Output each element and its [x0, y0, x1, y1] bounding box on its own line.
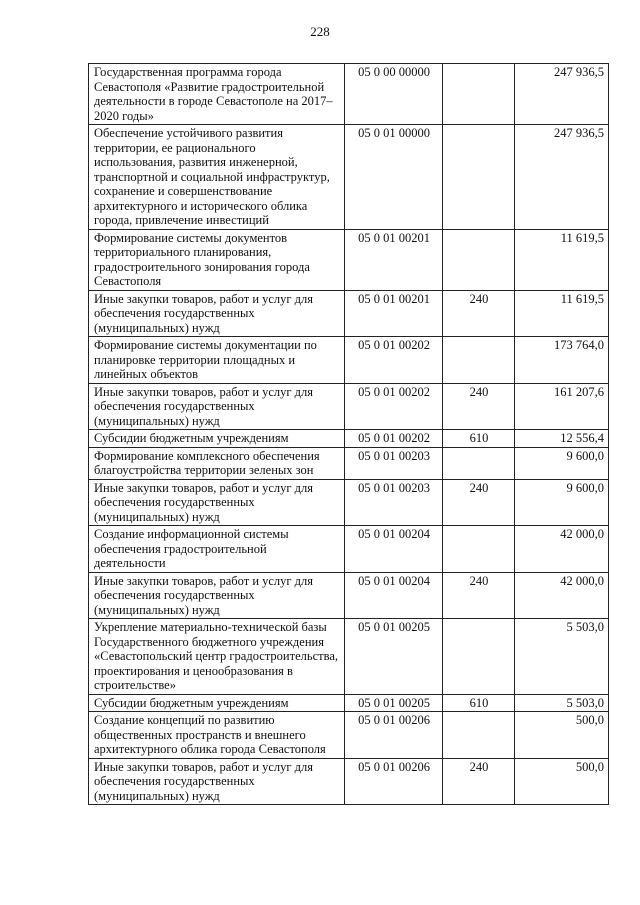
page-number: 228 — [310, 24, 330, 39]
expense-type-code: 610 — [443, 694, 515, 712]
table-row — [89, 290, 609, 337]
expense-type-code — [443, 229, 515, 290]
target-article-code: 05 0 01 00206 — [345, 712, 443, 759]
table-row — [89, 479, 609, 526]
target-article-code: 05 0 01 00201 — [345, 290, 443, 337]
table-row — [89, 572, 609, 619]
table-row — [89, 758, 609, 805]
table-row — [89, 337, 609, 384]
amount: 42 000,0 — [515, 526, 609, 573]
item-name: Иные закупки товаров, работ и услуг для обеспечения государственных (муниципальных) нужд — [89, 758, 345, 805]
item-name: Создание концепций по развитию общественных пространств и внешнего архитектурного облика города Севастополя — [89, 712, 345, 759]
amount: 42 000,0 — [515, 572, 609, 619]
target-article-code: 05 0 01 00204 — [345, 572, 443, 619]
table-row — [89, 694, 609, 712]
target-article-code: 05 0 01 00203 — [345, 479, 443, 526]
amount: 247 936,5 — [515, 64, 609, 125]
target-article-code: 05 0 01 00202 — [345, 430, 443, 448]
item-name: Иные закупки товаров, работ и услуг для обеспечения государственных (муниципальных) нужд — [89, 383, 345, 430]
budget-table-body — [89, 64, 609, 805]
amount: 9 600,0 — [515, 447, 609, 479]
item-name: Обеспечение устойчивого развития территории, ее рационального использования, развития инженерной, транспортной и социальной инфраструктур, сохранение и совершенствование архитектурного и исторического облика города, привлечение инвестиций — [89, 125, 345, 230]
budget-table — [88, 63, 609, 805]
item-name: Иные закупки товаров, работ и услуг для обеспечения государственных (муниципальных) нужд — [89, 479, 345, 526]
expense-type-code: 240 — [443, 572, 515, 619]
target-article-code: 05 0 01 00202 — [345, 383, 443, 430]
item-name: Государственная программа города Севастополя «Развитие градостроительной деятельности в городе Севастополе на 2017–2020 годы» — [89, 64, 345, 125]
target-article-code: 05 0 01 00000 — [345, 125, 443, 230]
table-row — [89, 430, 609, 448]
expense-type-code: 610 — [443, 430, 515, 448]
item-name: Формирование системы документов территориального планирования, градостроительного зонирования города Севастополя — [89, 229, 345, 290]
target-article-code: 05 0 00 00000 — [345, 64, 443, 125]
item-name: Формирование системы документации по планировке территории площадных и линейных объектов — [89, 337, 345, 384]
item-name: Субсидии бюджетным учреждениям — [89, 694, 345, 712]
amount: 11 619,5 — [515, 229, 609, 290]
item-name: Субсидии бюджетным учреждениям — [89, 430, 345, 448]
expense-type-code: 240 — [443, 758, 515, 805]
amount: 9 600,0 — [515, 479, 609, 526]
amount: 161 207,6 — [515, 383, 609, 430]
expense-type-code: 240 — [443, 479, 515, 526]
amount: 500,0 — [515, 712, 609, 759]
expense-type-code — [443, 337, 515, 384]
item-name: Создание информационной системы обеспечения градостроительной деятельности — [89, 526, 345, 573]
item-name: Укрепление материально-технической базы Государственного бюджетного учреждения «Севастопольский центр градостроительства, проектирования и ценообразования в строительстве» — [89, 619, 345, 695]
target-article-code: 05 0 01 00206 — [345, 758, 443, 805]
expense-type-code — [443, 526, 515, 573]
table-row — [89, 447, 609, 479]
expense-type-code: 240 — [443, 383, 515, 430]
target-article-code: 05 0 01 00205 — [345, 694, 443, 712]
target-article-code: 05 0 01 00202 — [345, 337, 443, 384]
amount: 11 619,5 — [515, 290, 609, 337]
table-row — [89, 383, 609, 430]
amount: 12 556,4 — [515, 430, 609, 448]
table-row — [89, 64, 609, 125]
amount: 247 936,5 — [515, 125, 609, 230]
table-row — [89, 526, 609, 573]
expense-type-code — [443, 447, 515, 479]
target-article-code: 05 0 01 00205 — [345, 619, 443, 695]
table-row — [89, 712, 609, 759]
amount: 5 503,0 — [515, 619, 609, 695]
table-row — [89, 619, 609, 695]
amount: 500,0 — [515, 758, 609, 805]
expense-type-code: 240 — [443, 290, 515, 337]
table-row — [89, 229, 609, 290]
target-article-code: 05 0 01 00204 — [345, 526, 443, 573]
item-name: Иные закупки товаров, работ и услуг для обеспечения государственных (муниципальных) нужд — [89, 290, 345, 337]
item-name: Формирование комплексного обеспечения благоустройства территории зеленых зон — [89, 447, 345, 479]
expense-type-code — [443, 712, 515, 759]
table-row — [89, 125, 609, 230]
amount: 5 503,0 — [515, 694, 609, 712]
target-article-code: 05 0 01 00201 — [345, 229, 443, 290]
item-name: Иные закупки товаров, работ и услуг для обеспечения государственных (муниципальных) нужд — [89, 572, 345, 619]
expense-type-code — [443, 619, 515, 695]
target-article-code: 05 0 01 00203 — [345, 447, 443, 479]
expense-type-code — [443, 125, 515, 230]
expense-type-code — [443, 64, 515, 125]
amount: 173 764,0 — [515, 337, 609, 384]
